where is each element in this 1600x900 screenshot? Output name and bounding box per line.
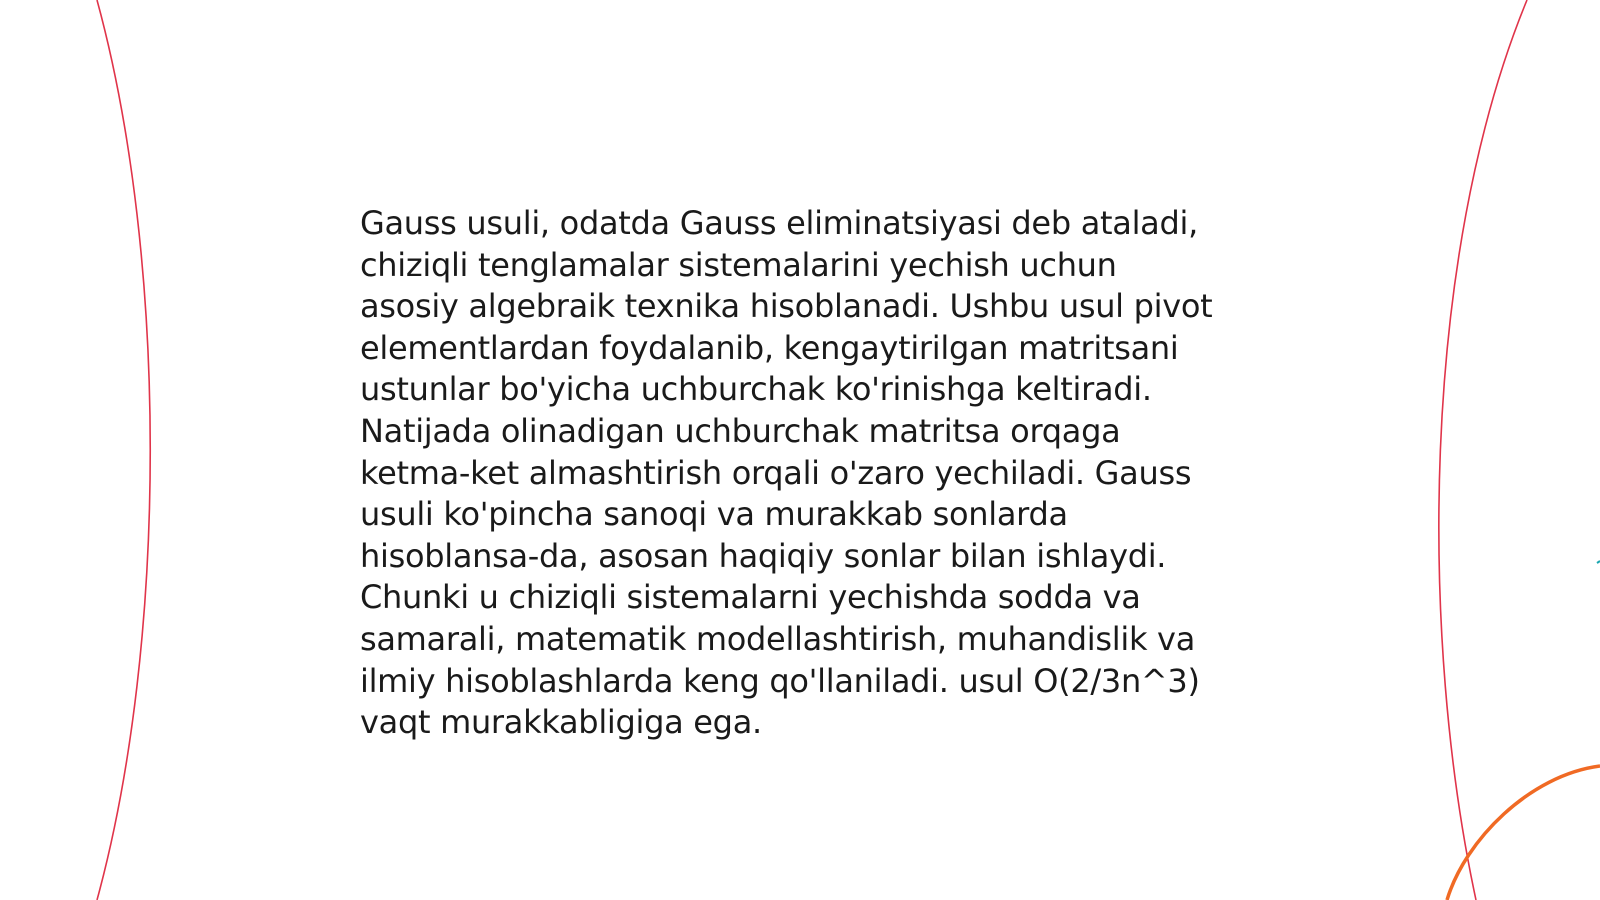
- corner-arc: [1447, 766, 1600, 900]
- right-curve-line: [1439, 0, 1527, 900]
- slide-body-paragraph: Gauss usuli, odatda Gauss eliminatsiyasi deb ataladi, chiziqli tenglamalar sistemalarini yechish uchun asosiy algebraik texnika hisoblanadi. Ushbu usul pivot elementlardan foydalanib, kengaytirilgan matritsani ustunlar bo'yicha uchburchak ko'rinishga keltiradi. Natijada olinadigan uchburchak matritsa orqaga ketma-ket almashtirish orqali o'zaro yechiladi. Gauss usuli ko'pincha sanoqi va murakkab sonlarda hisoblansa-da, asosan haqiqiy sonlar bilan ishlaydi. Chunki u chiziqli sistemalarni yechishda sodda va samarali, matematik modellashtirish, muhandislik va ilmiy hisoblashlarda keng qo'llaniladi. usul O(2/3n^3) vaqt murakkabligiga ega.: [360, 204, 1213, 742]
- left-curve-line: [97, 0, 150, 900]
